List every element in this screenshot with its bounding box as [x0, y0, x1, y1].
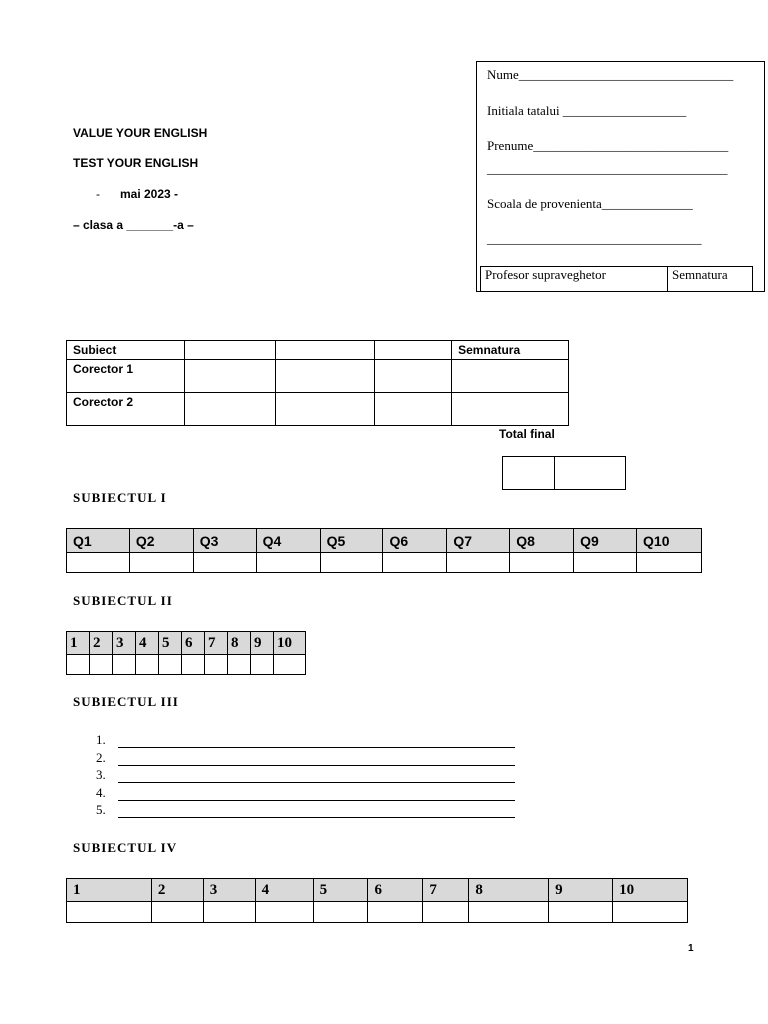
question-header-cell: Q2 [129, 529, 193, 553]
question-header-cell: 3 [113, 632, 136, 655]
semnatura-cell[interactable]: Semnatura [668, 267, 753, 292]
answer-cell[interactable] [90, 655, 113, 675]
candidate-info-box [476, 61, 765, 292]
question-header-cell: 8 [469, 879, 549, 902]
question-header-cell: 10 [613, 879, 688, 902]
answer-cell[interactable] [205, 655, 228, 675]
list-item-number: 2. [96, 749, 106, 765]
answer-cell[interactable] [447, 553, 510, 573]
answer-line[interactable] [118, 735, 515, 748]
answer-cell[interactable] [423, 902, 469, 923]
question-header-cell: Q5 [320, 529, 383, 553]
corector-2-label: Corector 2 [67, 393, 185, 426]
section-title-subiectul-2: SUBIECTUL II [73, 593, 173, 608]
score-cell[interactable] [184, 360, 275, 393]
question-header-cell: 2 [90, 632, 113, 655]
answer-line[interactable] [118, 805, 515, 818]
answer-cell[interactable] [67, 553, 130, 573]
section-title-subiectul-3: SUBIECTUL III [73, 694, 179, 709]
corector-table [66, 340, 569, 426]
subiect-header: Subiect [67, 341, 185, 360]
question-header-cell: 4 [136, 632, 159, 655]
answer-cell[interactable] [193, 553, 256, 573]
scoala-continuation-field[interactable]: _________________________________ [487, 231, 702, 246]
answer-cell[interactable] [383, 553, 447, 573]
corector-1-label: Corector 1 [67, 360, 185, 393]
answer-cell[interactable] [256, 553, 320, 573]
score-cell[interactable] [375, 341, 452, 360]
answer-cell[interactable] [159, 655, 182, 675]
supervisor-table [480, 266, 753, 292]
answer-cell[interactable] [67, 902, 152, 923]
answer-cell[interactable] [613, 902, 688, 923]
total-final-table [502, 456, 626, 490]
answer-cell[interactable] [136, 655, 159, 675]
question-header-cell: 8 [228, 632, 251, 655]
question-header-cell: 3 [203, 879, 255, 902]
question-header-cell: 7 [205, 632, 228, 655]
total-final-label: Total final [499, 427, 555, 441]
initiala-field[interactable]: Initiala tatalui ___________________ [487, 103, 687, 118]
question-header-cell: 9 [251, 632, 274, 655]
list-item [96, 750, 515, 766]
question-header-cell: Q6 [383, 529, 447, 553]
total-cell[interactable] [503, 457, 555, 490]
question-header-cell: 9 [549, 879, 613, 902]
date-dash: - [96, 187, 100, 201]
score-cell[interactable] [275, 393, 375, 426]
score-cell[interactable] [184, 341, 275, 360]
question-header-cell: Q4 [256, 529, 320, 553]
list-item-number: 1. [96, 732, 106, 747]
question-header-cell: 6 [182, 632, 205, 655]
section-title-subiectul-4: SUBIECTUL IV [73, 840, 178, 855]
title-test-your-english: TEST YOUR ENGLISH [73, 156, 199, 170]
question-header-cell: Q3 [193, 529, 256, 553]
prenume-field[interactable]: Prenume______________________________ [487, 138, 729, 153]
answer-cell[interactable] [549, 902, 613, 923]
answer-cell[interactable] [151, 902, 203, 923]
list-item [96, 802, 515, 818]
score-cell[interactable] [184, 393, 275, 426]
answer-cell[interactable] [113, 655, 136, 675]
score-cell[interactable] [275, 341, 375, 360]
answer-cell[interactable] [637, 553, 702, 573]
section-title-subiectul-1: SUBIECTUL I [73, 490, 167, 505]
title-value-your-english: VALUE YOUR ENGLISH [73, 126, 208, 140]
semnatura-header: Semnatura [452, 341, 569, 360]
subiectul-4-table [66, 878, 688, 923]
question-header-cell: 1 [67, 879, 152, 902]
score-cell[interactable] [275, 360, 375, 393]
answer-cell[interactable] [67, 655, 90, 675]
question-header-cell: 10 [274, 632, 306, 655]
score-cell[interactable] [375, 360, 452, 393]
question-header-cell: Q10 [637, 529, 702, 553]
answer-cell[interactable] [510, 553, 574, 573]
prenume-continuation-field[interactable]: _____________________________________ [487, 161, 728, 176]
list-item [96, 732, 515, 748]
question-header-cell: 2 [151, 879, 203, 902]
score-cell[interactable] [375, 393, 452, 426]
subiectul-2-table [66, 631, 306, 675]
question-header-cell: Q1 [67, 529, 130, 553]
question-header-cell: 1 [67, 632, 90, 655]
answer-cell[interactable] [228, 655, 251, 675]
answer-cell[interactable] [129, 553, 193, 573]
subiectul-1-table [66, 528, 702, 573]
answer-cell[interactable] [469, 902, 549, 923]
question-header-cell: 5 [159, 632, 182, 655]
exam-date: mai 2023 - [120, 187, 179, 201]
total-cell[interactable] [555, 457, 626, 490]
answer-cell[interactable] [274, 655, 306, 675]
list-item-number: 4. [96, 784, 106, 800]
list-item-number: 3. [96, 767, 106, 782]
profesor-supraveghetor-cell[interactable]: Profesor supraveghetor [481, 267, 668, 292]
answer-cell[interactable] [574, 553, 637, 573]
question-header-cell: 7 [423, 879, 469, 902]
answer-cell[interactable] [203, 902, 255, 923]
question-header-cell: Q9 [574, 529, 637, 553]
signature-cell[interactable] [452, 360, 569, 393]
nume-field[interactable]: Nume_________________________________ [487, 67, 734, 82]
answer-line[interactable] [118, 753, 515, 766]
answer-cell[interactable] [182, 655, 205, 675]
class-line: – clasa a _______-a – [73, 218, 194, 232]
answer-cell[interactable] [320, 553, 383, 573]
answer-cell[interactable] [313, 902, 368, 923]
question-header-cell: 6 [368, 879, 423, 902]
question-header-cell: 4 [255, 879, 313, 902]
scoala-field[interactable]: Scoala de provenienta______________ [487, 196, 693, 211]
list-item-number: 5. [96, 802, 106, 817]
answer-line[interactable] [118, 788, 515, 801]
question-header-cell: 5 [313, 879, 368, 902]
question-header-cell: Q7 [447, 529, 510, 553]
question-header-cell: Q8 [510, 529, 574, 553]
answer-cell[interactable] [368, 902, 423, 923]
list-item [96, 767, 515, 783]
answer-line[interactable] [118, 770, 515, 783]
page-number: 1 [688, 943, 694, 954]
signature-cell[interactable] [452, 393, 569, 426]
answer-cell[interactable] [255, 902, 313, 923]
answer-cell[interactable] [251, 655, 274, 675]
list-item [96, 785, 515, 801]
